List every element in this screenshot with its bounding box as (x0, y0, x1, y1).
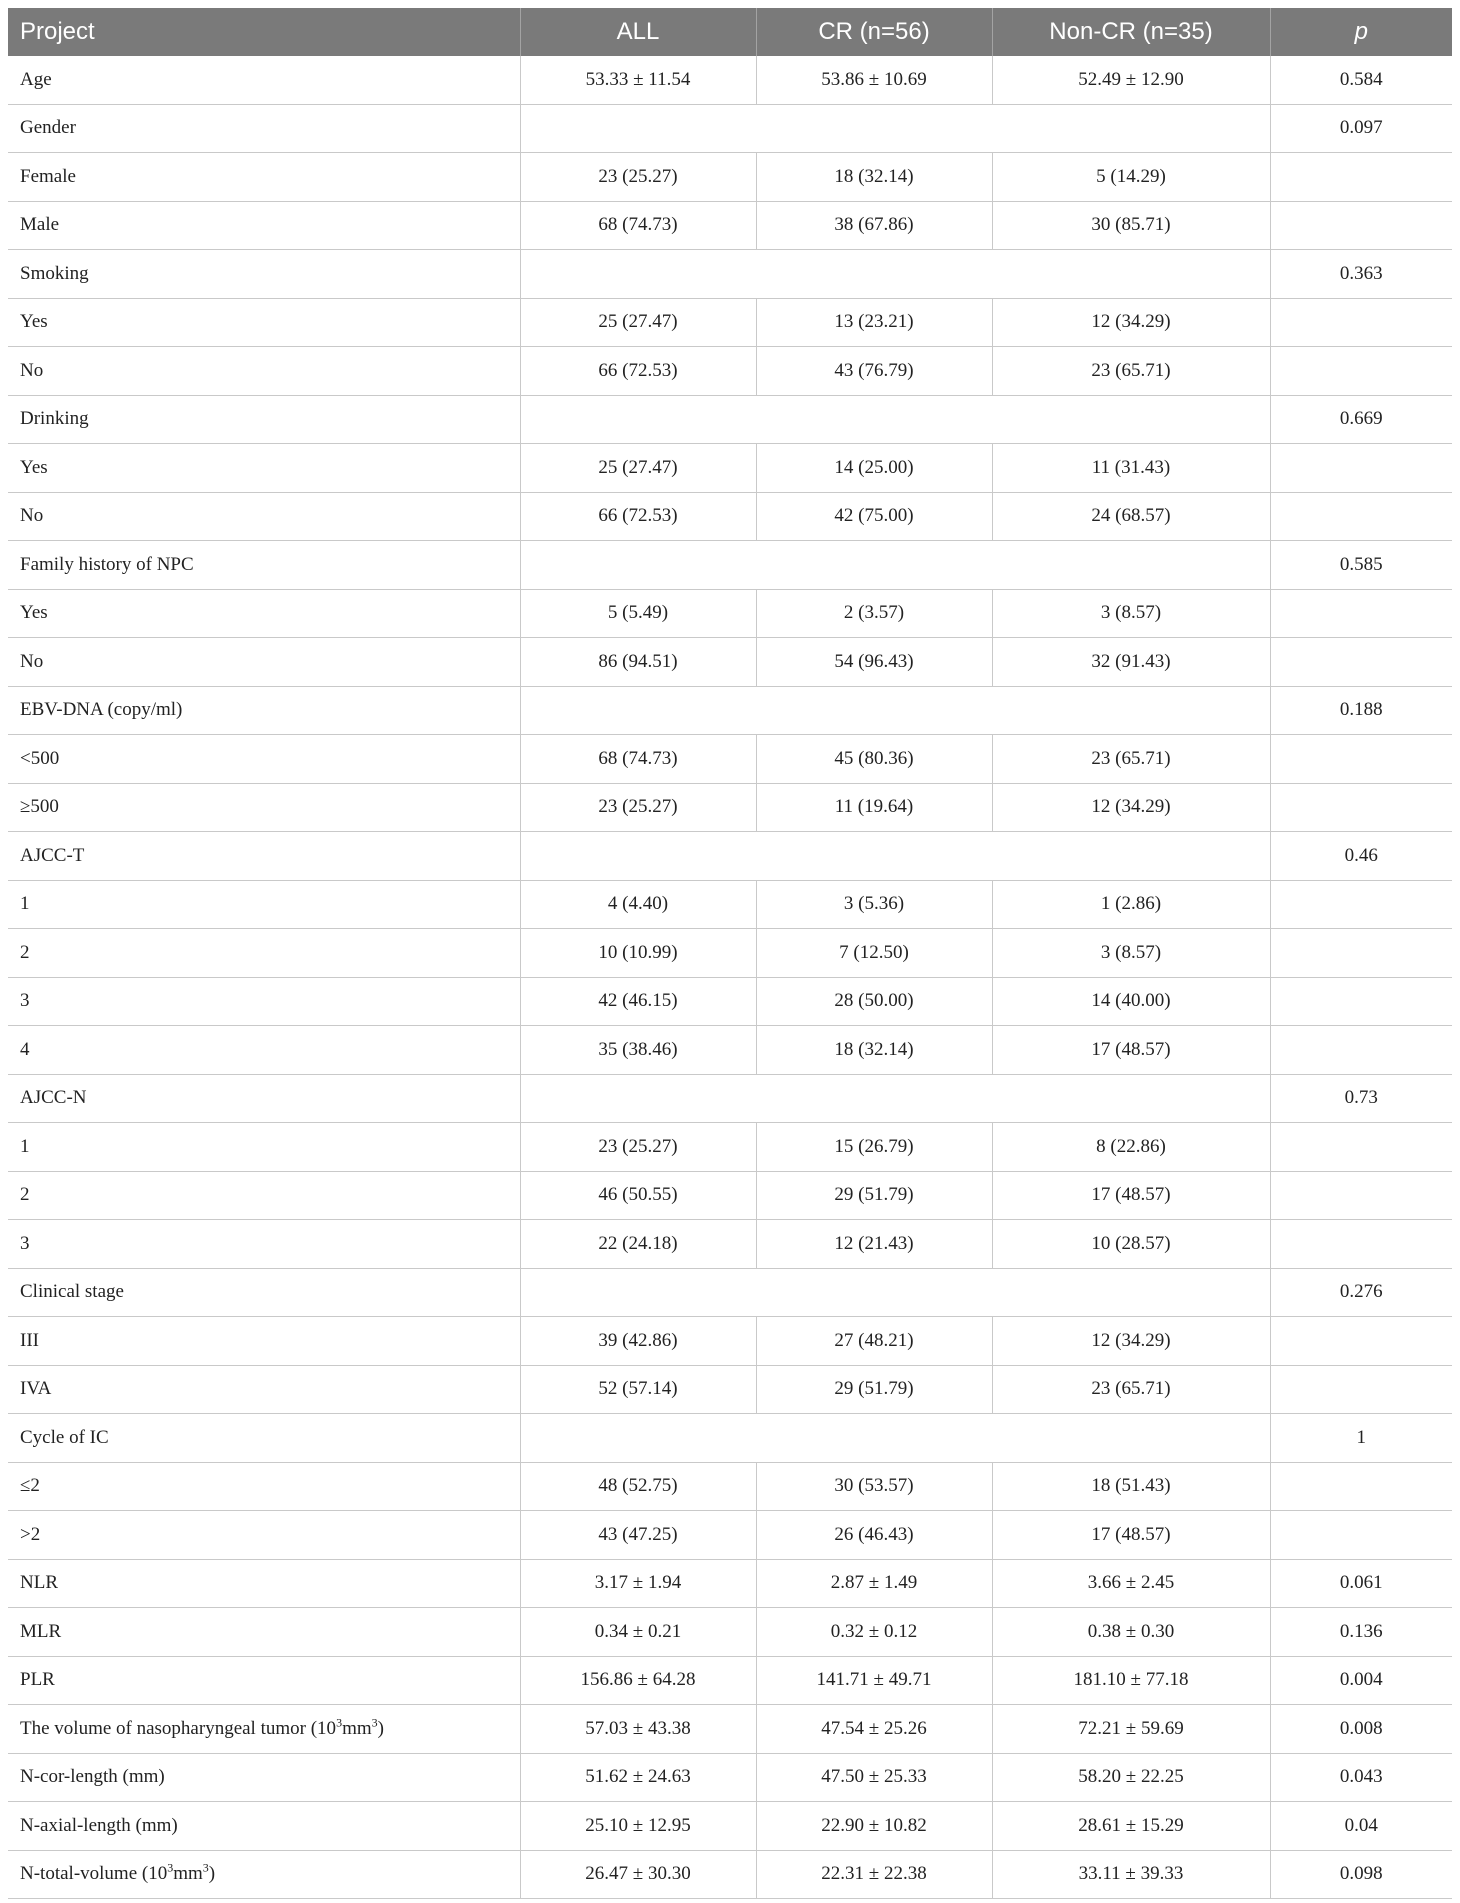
cell-p-value (1270, 929, 1452, 978)
row-label: Clinical stage (8, 1268, 520, 1317)
cell-cr: 2 (3.57) (756, 589, 992, 638)
cell-all: 46 (50.55) (520, 1171, 756, 1220)
cell-non-cr: 23 (65.71) (992, 347, 1270, 396)
row-label: AJCC-T (8, 832, 520, 881)
row-label: Gender (8, 104, 520, 153)
row-label: Yes (8, 589, 520, 638)
cell-p-value (1270, 492, 1452, 541)
row-label-end: ) (377, 1717, 384, 1739)
cell-all: 39 (42.86) (520, 1317, 756, 1366)
cell-all: 25.10 ± 12.95 (520, 1802, 756, 1851)
cell-p-value (1270, 589, 1452, 638)
cell-all: 4 (4.40) (520, 880, 756, 929)
cell-all: 53.33 ± 11.54 (520, 56, 756, 104)
table-row (8, 1802, 1452, 1851)
cell-all: 42 (46.15) (520, 977, 756, 1026)
cell-non-cr: 3 (8.57) (992, 589, 1270, 638)
row-label-text: N-total-volume (10 (20, 1863, 168, 1885)
table-row (8, 492, 1452, 541)
cell-cr: 141.71 ± 49.71 (756, 1656, 992, 1705)
cell-p-value: 0.061 (1270, 1559, 1452, 1608)
row-label: 2 (8, 929, 520, 978)
cell-cr: 45 (80.36) (756, 735, 992, 784)
row-label: Smoking (8, 250, 520, 299)
table-row (8, 1656, 1452, 1705)
cell-cr: 3 (5.36) (756, 880, 992, 929)
table-body (8, 56, 1452, 1899)
cell-p-value: 0.276 (1270, 1268, 1452, 1317)
row-label: Age (8, 56, 520, 104)
group-header-row (8, 250, 1452, 299)
cell-non-cr: 5 (14.29) (992, 153, 1270, 202)
row-label-unit: mm (342, 1717, 372, 1739)
cell-p-value (1270, 1026, 1452, 1075)
cell-p-value: 0.73 (1270, 1074, 1452, 1123)
row-label: Male (8, 201, 520, 250)
table-row (8, 444, 1452, 493)
row-label: N-cor-length (mm) (8, 1753, 520, 1802)
cell-non-cr: 33.11 ± 39.33 (992, 1850, 1270, 1899)
cell-p-value: 0.136 (1270, 1608, 1452, 1657)
table-row (8, 880, 1452, 929)
table-row (8, 1705, 1452, 1754)
cell-non-cr: 11 (31.43) (992, 444, 1270, 493)
cell-non-cr: 17 (48.57) (992, 1511, 1270, 1560)
cell-non-cr: 17 (48.57) (992, 1026, 1270, 1075)
cell-non-cr: 12 (34.29) (992, 1317, 1270, 1366)
cell-cr: 47.54 ± 25.26 (756, 1705, 992, 1754)
superscript: 3 (336, 1715, 343, 1730)
row-label: PLR (8, 1656, 520, 1705)
table-row (8, 783, 1452, 832)
row-label: MLR (8, 1608, 520, 1657)
table-header-row (8, 8, 1452, 56)
cell-cr: 13 (23.21) (756, 298, 992, 347)
table-row (8, 1559, 1452, 1608)
row-label: ≥500 (8, 783, 520, 832)
cell-p-value: 0.008 (1270, 1705, 1452, 1754)
cell-p-value (1270, 1171, 1452, 1220)
cell-p-value (1270, 1220, 1452, 1269)
row-label: 3 (8, 977, 520, 1026)
table-row (8, 1462, 1452, 1511)
row-label-text: The volume of nasopharyngeal tumor (10 (20, 1717, 337, 1739)
group-header-row (8, 1414, 1452, 1463)
cell-cr: 43 (76.79) (756, 347, 992, 396)
merged-empty-cell (520, 1414, 1270, 1463)
row-label: EBV-DNA (copy/ml) (8, 686, 520, 735)
row-label: 1 (8, 1123, 520, 1172)
cell-cr: 2.87 ± 1.49 (756, 1559, 992, 1608)
cell-non-cr: 181.10 ± 77.18 (992, 1656, 1270, 1705)
row-label-end: ) (208, 1863, 216, 1885)
cell-p-value (1270, 1123, 1452, 1172)
cell-non-cr: 8 (22.86) (992, 1123, 1270, 1172)
cell-cr: 22.31 ± 22.38 (756, 1850, 992, 1899)
row-label: No (8, 638, 520, 687)
cell-cr: 30 (53.57) (756, 1462, 992, 1511)
merged-empty-cell (520, 686, 1270, 735)
cell-p-value: 0.004 (1270, 1656, 1452, 1705)
cell-cr: 47.50 ± 25.33 (756, 1753, 992, 1802)
table-row (8, 1317, 1452, 1366)
cell-all: 35 (38.46) (520, 1026, 756, 1075)
row-label: N-axial-length (mm) (8, 1802, 520, 1851)
group-header-row (8, 395, 1452, 444)
cell-all: 43 (47.25) (520, 1511, 756, 1560)
cell-all: 5 (5.49) (520, 589, 756, 638)
cell-all: 23 (25.27) (520, 1123, 756, 1172)
cell-cr: 12 (21.43) (756, 1220, 992, 1269)
cell-p-value (1270, 298, 1452, 347)
table-row (8, 1850, 1452, 1899)
group-header-row (8, 104, 1452, 153)
row-label: AJCC-N (8, 1074, 520, 1123)
row-label: Female (8, 153, 520, 202)
cell-all: 3.17 ± 1.94 (520, 1559, 756, 1608)
cell-non-cr: 3 (8.57) (992, 929, 1270, 978)
cell-non-cr: 10 (28.57) (992, 1220, 1270, 1269)
header-non-cr: Non-CR (n=35) (992, 8, 1270, 56)
cell-p-value: 0.585 (1270, 541, 1452, 590)
cell-p-value (1270, 1317, 1452, 1366)
superscript: 3 (167, 1860, 174, 1875)
cell-non-cr: 17 (48.57) (992, 1171, 1270, 1220)
header-all: ALL (520, 8, 756, 56)
table-row (8, 56, 1452, 104)
row-label: No (8, 347, 520, 396)
cell-cr: 18 (32.14) (756, 1026, 992, 1075)
table-row (8, 589, 1452, 638)
cell-all: 51.62 ± 24.63 (520, 1753, 756, 1802)
cell-non-cr: 12 (34.29) (992, 298, 1270, 347)
merged-empty-cell (520, 395, 1270, 444)
header-cr: CR (n=56) (756, 8, 992, 56)
table-row (8, 1026, 1452, 1075)
group-header-row (8, 832, 1452, 881)
row-label-unit: mm (173, 1863, 203, 1885)
row-label (8, 1850, 520, 1899)
table-row (8, 1123, 1452, 1172)
cell-all: 68 (74.73) (520, 201, 756, 250)
cell-cr: 11 (19.64) (756, 783, 992, 832)
cell-p-value (1270, 1511, 1452, 1560)
cell-non-cr: 1 (2.86) (992, 880, 1270, 929)
row-label (8, 1705, 520, 1754)
cell-non-cr: 58.20 ± 22.25 (992, 1753, 1270, 1802)
row-label: Yes (8, 444, 520, 493)
table-row (8, 298, 1452, 347)
cell-p-value: 1 (1270, 1414, 1452, 1463)
cell-p-value (1270, 153, 1452, 202)
row-label: 4 (8, 1026, 520, 1075)
cell-p-value: 0.097 (1270, 104, 1452, 153)
cell-cr: 42 (75.00) (756, 492, 992, 541)
row-label: Cycle of IC (8, 1414, 520, 1463)
row-label: Drinking (8, 395, 520, 444)
cell-p-value: 0.188 (1270, 686, 1452, 735)
cell-all: 26.47 ± 30.30 (520, 1850, 756, 1899)
cell-all: 66 (72.53) (520, 492, 756, 541)
table-row (8, 1753, 1452, 1802)
cell-cr: 38 (67.86) (756, 201, 992, 250)
cell-non-cr: 12 (34.29) (992, 783, 1270, 832)
row-label: No (8, 492, 520, 541)
table-row (8, 1171, 1452, 1220)
cell-cr: 18 (32.14) (756, 153, 992, 202)
cell-all: 57.03 ± 43.38 (520, 1705, 756, 1754)
table-row (8, 1220, 1452, 1269)
row-label: III (8, 1317, 520, 1366)
cell-non-cr: 30 (85.71) (992, 201, 1270, 250)
cell-all: 23 (25.27) (520, 783, 756, 832)
row-label: Yes (8, 298, 520, 347)
row-label: ≤2 (8, 1462, 520, 1511)
cell-non-cr: 52.49 ± 12.90 (992, 56, 1270, 104)
cell-all: 68 (74.73) (520, 735, 756, 784)
merged-empty-cell (520, 104, 1270, 153)
cell-non-cr: 28.61 ± 15.29 (992, 1802, 1270, 1851)
table-row (8, 201, 1452, 250)
table-row (8, 153, 1452, 202)
cell-cr: 54 (96.43) (756, 638, 992, 687)
row-label: 1 (8, 880, 520, 929)
cell-cr: 53.86 ± 10.69 (756, 56, 992, 104)
cell-p-value (1270, 880, 1452, 929)
cell-p-value: 0.043 (1270, 1753, 1452, 1802)
cell-all: 10 (10.99) (520, 929, 756, 978)
cell-all: 48 (52.75) (520, 1462, 756, 1511)
cell-p-value (1270, 347, 1452, 396)
cell-non-cr: 72.21 ± 59.69 (992, 1705, 1270, 1754)
header-project: Project (8, 8, 520, 56)
cell-cr: 22.90 ± 10.82 (756, 1802, 992, 1851)
merged-empty-cell (520, 250, 1270, 299)
cell-p-value: 0.46 (1270, 832, 1452, 881)
row-label: 2 (8, 1171, 520, 1220)
cell-cr: 14 (25.00) (756, 444, 992, 493)
cell-p-value: 0.669 (1270, 395, 1452, 444)
merged-empty-cell (520, 1268, 1270, 1317)
cell-p-value (1270, 638, 1452, 687)
cell-all: 156.86 ± 64.28 (520, 1656, 756, 1705)
cell-p-value (1270, 1365, 1452, 1414)
table-row (8, 347, 1452, 396)
group-header-row (8, 541, 1452, 590)
merged-empty-cell (520, 832, 1270, 881)
cell-all: 25 (27.47) (520, 298, 756, 347)
group-header-row (8, 686, 1452, 735)
cell-cr: 0.32 ± 0.12 (756, 1608, 992, 1657)
group-header-row (8, 1074, 1452, 1123)
cell-p-value (1270, 1462, 1452, 1511)
cell-cr: 29 (51.79) (756, 1171, 992, 1220)
row-label: <500 (8, 735, 520, 784)
cell-p-value: 0.098 (1270, 1850, 1452, 1899)
cell-cr: 26 (46.43) (756, 1511, 992, 1560)
table-row (8, 977, 1452, 1026)
cell-cr: 15 (26.79) (756, 1123, 992, 1172)
cell-p-value (1270, 783, 1452, 832)
cell-all: 23 (25.27) (520, 153, 756, 202)
table-row (8, 735, 1452, 784)
table-row (8, 929, 1452, 978)
cell-p-value: 0.363 (1270, 250, 1452, 299)
table-row (8, 1365, 1452, 1414)
cell-non-cr: 14 (40.00) (992, 977, 1270, 1026)
cell-all: 22 (24.18) (520, 1220, 756, 1269)
clinical-characteristics-table (8, 8, 1452, 1899)
cell-non-cr: 18 (51.43) (992, 1462, 1270, 1511)
cell-cr: 27 (48.21) (756, 1317, 992, 1366)
cell-p-value (1270, 444, 1452, 493)
cell-non-cr: 32 (91.43) (992, 638, 1270, 687)
merged-empty-cell (520, 1074, 1270, 1123)
cell-p-value (1270, 201, 1452, 250)
row-label: IVA (8, 1365, 520, 1414)
cell-non-cr: 3.66 ± 2.45 (992, 1559, 1270, 1608)
table-row (8, 638, 1452, 687)
cell-p-value (1270, 977, 1452, 1026)
merged-empty-cell (520, 541, 1270, 590)
cell-cr: 7 (12.50) (756, 929, 992, 978)
table-row (8, 1608, 1452, 1657)
cell-non-cr: 0.38 ± 0.30 (992, 1608, 1270, 1657)
superscript: 3 (371, 1715, 378, 1730)
row-label: NLR (8, 1559, 520, 1608)
row-label: >2 (8, 1511, 520, 1560)
row-label: 3 (8, 1220, 520, 1269)
group-header-row (8, 1268, 1452, 1317)
cell-all: 86 (94.51) (520, 638, 756, 687)
cell-non-cr: 24 (68.57) (992, 492, 1270, 541)
cell-all: 52 (57.14) (520, 1365, 756, 1414)
cell-p-value: 0.584 (1270, 56, 1452, 104)
cell-cr: 28 (50.00) (756, 977, 992, 1026)
cell-cr: 29 (51.79) (756, 1365, 992, 1414)
row-label: Family history of NPC (8, 541, 520, 590)
cell-non-cr: 23 (65.71) (992, 735, 1270, 784)
cell-non-cr: 23 (65.71) (992, 1365, 1270, 1414)
cell-all: 25 (27.47) (520, 444, 756, 493)
cell-all: 66 (72.53) (520, 347, 756, 396)
cell-p-value: 0.04 (1270, 1802, 1452, 1851)
header-p-value: p (1270, 8, 1452, 56)
table-row (8, 1511, 1452, 1560)
cell-all: 0.34 ± 0.21 (520, 1608, 756, 1657)
superscript: 3 (202, 1860, 209, 1875)
cell-p-value (1270, 735, 1452, 784)
